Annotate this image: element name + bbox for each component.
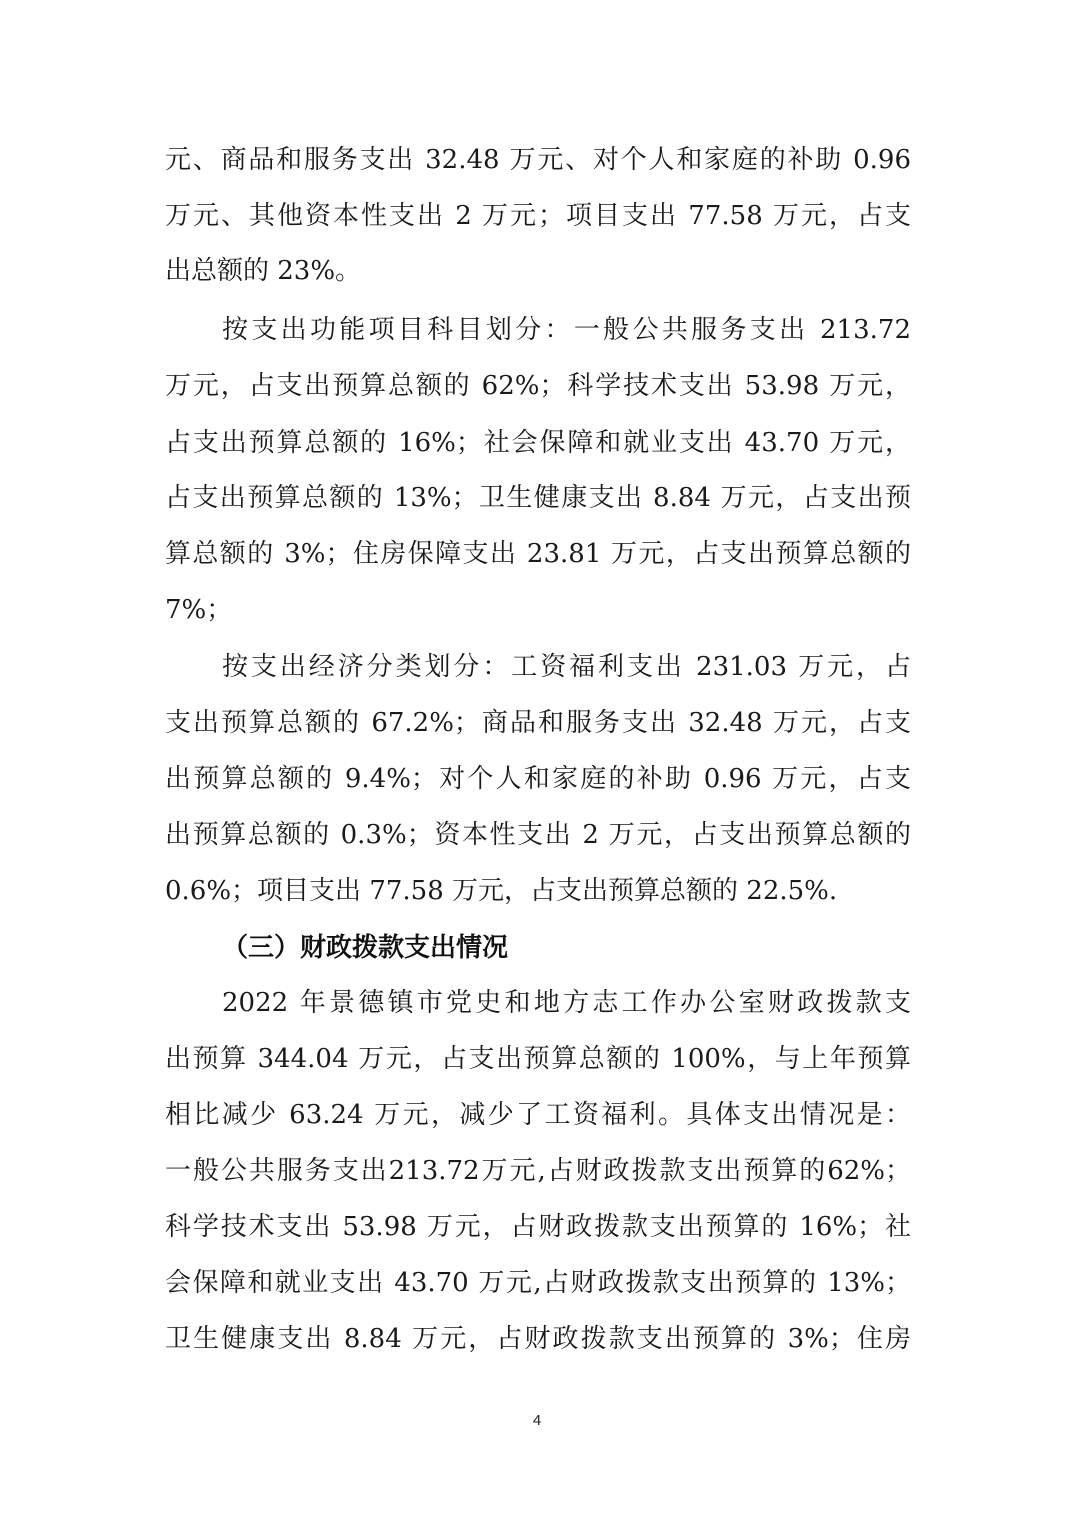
section-heading: （三）财政拨款支出情况	[222, 933, 509, 963]
paragraph2-line-3: 占支出预算总额的 16%；社会保障和就业支出 43.70 万元，	[165, 428, 911, 458]
paragraph1-line-3: 出总额的 23%。	[165, 256, 362, 286]
paragraph2-line-2: 万元，占支出预算总额的 62%；科学技术支出 53.98 万元，	[165, 371, 911, 401]
page-number: 4	[532, 1412, 542, 1429]
paragraph4-line-5: 科学技术支出 53.98 万元，占财政拨款支出预算的 16%；社	[165, 1212, 911, 1242]
paragraph3-line-5: 0.6%；项目支出 77.58 万元，占支出预算总额的 22.5%.	[165, 876, 838, 906]
paragraph2-line-1: 按支出功能项目科目划分：一般公共服务支出 213.72	[222, 315, 911, 345]
paragraph4-line-4: 一般公共服务支出213.72万元,占财政拨款支出预算的62%；	[165, 1156, 911, 1186]
paragraph4-line-7: 卫生健康支出 8.84 万元，占财政拨款支出预算的 3%；住房	[165, 1324, 911, 1354]
paragraph2-line-5: 算总额的 3%；住房保障支出 23.81 万元，占支出预算总额的	[165, 539, 911, 569]
paragraph1-line-2: 万元、其他资本性支出 2 万元；项目支出 77.58 万元，占支	[165, 201, 911, 231]
paragraph4-line-6: 会保障和就业支出 43.70 万元,占财政拨款支出预算的 13%；	[165, 1268, 911, 1298]
paragraph2-line-6: 7%；	[165, 595, 233, 625]
paragraph4-line-1: 2022 年景德镇市党史和地方志工作办公室财政拨款支	[222, 988, 911, 1018]
paragraph3-line-3: 出预算总额的 9.4%；对个人和家庭的补助 0.96 万元，占支	[165, 764, 911, 794]
paragraph3-line-1: 按支出经济分类划分：工资福利支出 231.03 万元，占	[222, 652, 911, 682]
paragraph2-line-4: 占支出预算总额的 13%；卫生健康支出 8.84 万元，占支出预	[165, 483, 911, 513]
paragraph3-line-2: 支出预算总额的 67.2%；商品和服务支出 32.48 万元，占支	[165, 708, 911, 738]
paragraph3-line-4: 出预算总额的 0.3%；资本性支出 2 万元，占支出预算总额的	[165, 820, 911, 850]
paragraph1-line-1: 元、商品和服务支出 32.48 万元、对个人和家庭的补助 0.96	[165, 145, 911, 175]
paragraph4-line-2: 出预算 344.04 万元，占支出预算总额的 100%，与上年预算	[165, 1044, 911, 1074]
paragraph4-line-3: 相比减少 63.24 万元，减少了工资福利。具体支出情况是：	[165, 1100, 911, 1130]
